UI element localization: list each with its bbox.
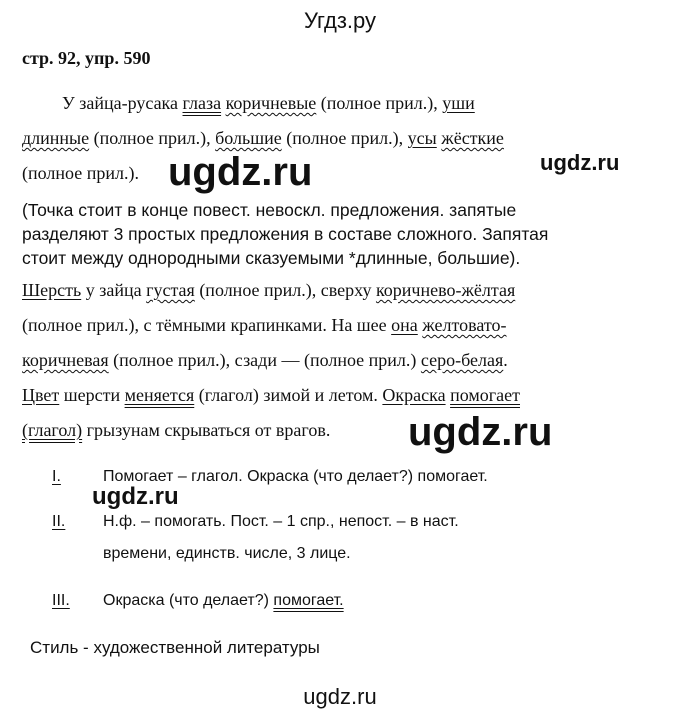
predicate-word: густая — [146, 280, 195, 300]
predicate-word: коричневые — [225, 93, 317, 113]
analysis-num-3: III. — [52, 592, 70, 609]
subject-word: уши — [442, 93, 475, 113]
para2-line1: Шерсть у зайца густая (полное прил.), сверху коричнево-жёлтая — [22, 280, 516, 300]
predicate-word: коричнево-жёлтая — [375, 280, 516, 300]
para1-line1: У зайца-русака глаза коричневые (полное прил.), уши — [62, 93, 475, 113]
subject-word: Окраска — [382, 385, 446, 405]
analysis-num-1: I. — [52, 468, 61, 485]
predicate-word: помогает. — [273, 592, 344, 609]
analysis-text-2b: времени, единств. числе, 3 лице. — [103, 545, 351, 562]
note-line2: разделяют 3 простых предложения в составе сложного. Запятая — [22, 224, 549, 244]
para2-line4: Цвет шерсти меняется (глагол) зимой и летом. Окраска помогает — [22, 385, 520, 405]
predicate-word: помогает — [450, 385, 520, 405]
predicate-word: длинные — [22, 128, 90, 148]
predicate-word: большие — [215, 128, 282, 148]
site-footer: ugdz.ru — [303, 684, 377, 709]
note-line3: стоит между однородными сказуемыми *длинные, большие). — [22, 248, 521, 268]
analysis-text-2: Н.ф. – помогать. Пост. – 1 спр., непост. – в наст. — [103, 513, 459, 530]
para1-line2: длинные (полное прил.), большие (полное прил.), усы жёсткие — [22, 128, 504, 148]
subject-word: Шерсть — [22, 280, 82, 300]
watermark: ugdz.ru — [168, 150, 313, 194]
subject-word: усы — [407, 128, 437, 148]
analysis-text-1: Помогает – глагол. Окраска (что делает?) помогает. — [103, 468, 488, 485]
subject-word: глаза — [182, 93, 222, 113]
predicate-word: желтовато- — [422, 315, 507, 335]
para2-line5: (глагол) грызунам скрываться от врагов. — [22, 420, 331, 440]
site-header: Угдз.ру — [303, 8, 377, 33]
watermark: ugdz.ru — [92, 483, 179, 510]
exercise-title: стр. 92, упр. 590 — [22, 48, 151, 68]
predicate-word: серо-белая — [420, 350, 504, 370]
predicate-word: коричневая — [22, 350, 109, 370]
note-line1: (Точка стоит в конце повест. невоскл. предложения. запятые — [22, 200, 517, 220]
style-line: Стиль - художественной литературы — [30, 638, 320, 657]
analysis-num-2: II. — [52, 513, 66, 530]
para2-line2: (полное прил.), с тёмными крапинками. На шее она желтовато- — [22, 315, 507, 335]
subject-word: она — [391, 315, 418, 335]
predicate-word: жёсткие — [441, 128, 504, 148]
predicate-word: (глагол) — [22, 420, 83, 440]
predicate-word: меняется — [124, 385, 195, 405]
analysis-text-3: Окраска (что делает?) помогает. — [103, 592, 344, 609]
para2-line3: коричневая (полное прил.), сзади — (полное прил.) серо-белая. — [22, 350, 508, 370]
watermark: ugdz.ru — [408, 410, 553, 454]
subject-word: Цвет — [22, 385, 60, 405]
para1-line3: (полное прил.). — [22, 163, 139, 183]
watermark: ugdz.ru — [540, 150, 620, 175]
